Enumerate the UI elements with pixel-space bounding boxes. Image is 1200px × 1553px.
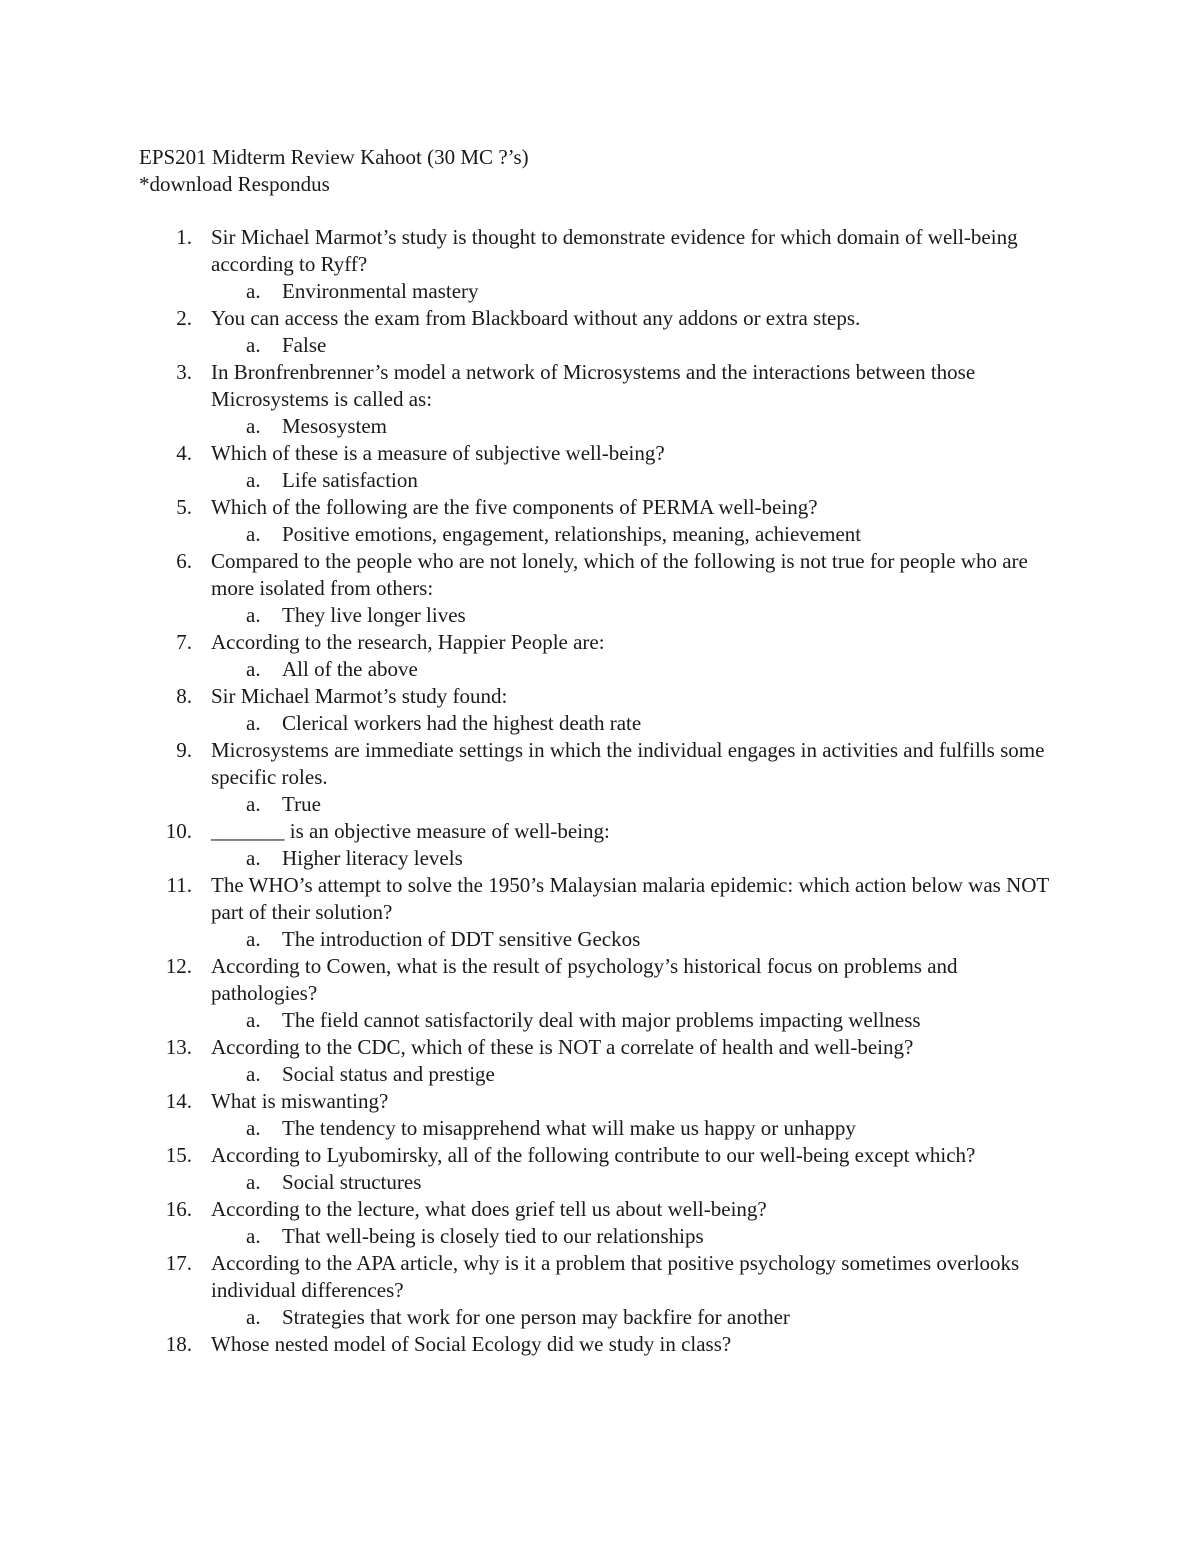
answer-text: The introduction of DDT sensitive Geckos (282, 927, 641, 951)
question-text: Sir Michael Marmot’s study found: (211, 684, 508, 708)
question-item (0, 953, 1200, 1034)
answer-label: a. (246, 1224, 261, 1248)
question-row (0, 737, 1200, 791)
question-number: 10. (165, 819, 192, 843)
question-item (0, 1196, 1200, 1250)
answer-label: a. (246, 414, 261, 438)
question-item (0, 737, 1200, 818)
question-row (0, 683, 1200, 710)
document-title: EPS201 Midterm Review Kahoot (30 MC ?’s) (139, 145, 529, 169)
answer-row (0, 845, 1200, 872)
question-item (0, 494, 1200, 548)
question-text: You can access the exam from Blackboard without any addons or extra steps. (211, 306, 861, 330)
answer-text: Social status and prestige (282, 1062, 495, 1086)
answer-row (0, 1115, 1200, 1142)
question-item (0, 818, 1200, 872)
question-item (0, 872, 1200, 953)
question-row (0, 548, 1200, 602)
answer-label: a. (246, 468, 261, 492)
answer-label: a. (246, 1116, 261, 1140)
answer-text: That well-being is closely tied to our relationships (282, 1224, 704, 1248)
question-text: According to the APA article, why is it a problem that positive psychology sometimes overlooks individual differences? (211, 1251, 1020, 1302)
question-item (0, 305, 1200, 359)
question-text: According to the lecture, what does grief tell us about well-being? (211, 1197, 767, 1221)
answer-text: Positive emotions, engagement, relationships, meaning, achievement (282, 522, 862, 546)
question-text: According to Cowen, what is the result of psychology’s historical focus on problems and pathologies? (211, 954, 958, 1005)
question-number: 5. (176, 495, 192, 519)
answer-row (0, 1061, 1200, 1088)
question-item (0, 359, 1200, 440)
question-text: Sir Michael Marmot’s study is thought to demonstrate evidence for which domain of well-being according to Ryff? (211, 225, 1018, 276)
question-text: What is miswanting? (211, 1089, 389, 1113)
question-row (0, 1250, 1200, 1304)
question-text: According to Lyubomirsky, all of the following contribute to our well-being except which? (211, 1143, 976, 1167)
question-number: 4. (176, 441, 192, 465)
question-item (0, 224, 1200, 305)
question-item (0, 1331, 1200, 1358)
answer-row (0, 467, 1200, 494)
answer-text: Clerical workers had the highest death rate (282, 711, 642, 735)
answer-row (0, 278, 1200, 305)
answer-text: True (282, 792, 321, 816)
question-number: 17. (165, 1251, 192, 1275)
document-note: *download Respondus (139, 172, 330, 196)
question-row (0, 440, 1200, 467)
question-text: Whose nested model of Social Ecology did we study in class? (211, 1332, 732, 1356)
question-row (0, 224, 1200, 278)
question-text: According to the CDC, which of these is NOT a correlate of health and well-being? (211, 1035, 914, 1059)
answer-label: a. (246, 1008, 261, 1032)
answer-label: a. (246, 927, 261, 951)
answer-text: Environmental mastery (282, 279, 479, 303)
answer-label: a. (246, 1305, 261, 1329)
question-row (0, 953, 1200, 1007)
answer-row (0, 791, 1200, 818)
question-number: 12. (165, 954, 192, 978)
answer-row (0, 1223, 1200, 1250)
question-text: Which of these is a measure of subjective well-being? (211, 441, 665, 465)
question-number: 8. (176, 684, 192, 708)
question-item (0, 683, 1200, 737)
question-row (0, 1088, 1200, 1115)
answer-label: a. (246, 603, 261, 627)
question-number: 3. (176, 360, 192, 384)
question-row (0, 818, 1200, 845)
question-row (0, 629, 1200, 656)
question-item (0, 440, 1200, 494)
answer-text: Mesosystem (282, 414, 387, 438)
question-text: Microsystems are immediate settings in which the individual engages in activities and fulfills some specific roles. (211, 738, 1045, 789)
answer-text: The field cannot satisfactorily deal with major problems impacting wellness (282, 1008, 921, 1032)
question-row (0, 1034, 1200, 1061)
answer-label: a. (246, 792, 261, 816)
question-text: Compared to the people who are not lonely, which of the following is not true for people who are more isolated from others: (211, 549, 1028, 600)
answer-label: a. (246, 711, 261, 735)
answer-text: Strategies that work for one person may backfire for another (282, 1305, 790, 1329)
document-header (139, 144, 529, 198)
question-item (0, 1250, 1200, 1331)
question-number: 1. (176, 225, 192, 249)
question-text: _______ is an objective measure of well-being: (211, 819, 610, 843)
question-number: 7. (176, 630, 192, 654)
answer-label: a. (246, 1062, 261, 1086)
answer-label: a. (246, 1170, 261, 1194)
question-list (0, 224, 1200, 1358)
answer-row (0, 602, 1200, 629)
question-row (0, 305, 1200, 332)
answer-text: They live longer lives (282, 603, 466, 627)
question-item (0, 1142, 1200, 1196)
answer-label: a. (246, 657, 261, 681)
question-number: 11. (166, 873, 192, 897)
question-number: 9. (176, 738, 192, 762)
question-row (0, 1196, 1200, 1223)
question-text: The WHO’s attempt to solve the 1950’s Malaysian malaria epidemic: which action below was NOT part of their solution? (211, 873, 1049, 924)
question-row (0, 494, 1200, 521)
question-row (0, 872, 1200, 926)
answer-label: a. (246, 333, 261, 357)
answer-row (0, 1007, 1200, 1034)
question-number: 6. (176, 549, 192, 573)
answer-row (0, 926, 1200, 953)
question-row (0, 1331, 1200, 1358)
answer-row (0, 332, 1200, 359)
question-text: In Bronfrenbrenner’s model a network of Microsystems and the interactions between those Microsystems is called as: (211, 360, 976, 411)
question-text: According to the research, Happier People are: (211, 630, 605, 654)
answer-label: a. (246, 522, 261, 546)
question-text: Which of the following are the five components of PERMA well-being? (211, 495, 818, 519)
question-number: 15. (165, 1143, 192, 1167)
answer-row (0, 413, 1200, 440)
answer-label: a. (246, 279, 261, 303)
question-number: 16. (165, 1197, 192, 1221)
question-number: 2. (176, 306, 192, 330)
question-number: 13. (165, 1035, 192, 1059)
question-row (0, 1142, 1200, 1169)
answer-text: The tendency to misapprehend what will make us happy or unhappy (282, 1116, 856, 1140)
answer-text: Higher literacy levels (282, 846, 463, 870)
answer-text: False (282, 333, 327, 357)
answer-label: a. (246, 846, 261, 870)
answer-text: Social structures (282, 1170, 422, 1194)
question-item (0, 1034, 1200, 1088)
question-number: 18. (165, 1332, 192, 1356)
answer-row (0, 521, 1200, 548)
answer-row (0, 1304, 1200, 1331)
answer-row (0, 710, 1200, 737)
question-item (0, 629, 1200, 683)
question-row (0, 359, 1200, 413)
answer-text: All of the above (282, 657, 418, 681)
answer-row (0, 656, 1200, 683)
answer-row (0, 1169, 1200, 1196)
question-item (0, 548, 1200, 629)
question-item (0, 1088, 1200, 1142)
answer-text: Life satisfaction (282, 468, 418, 492)
question-number: 14. (165, 1089, 192, 1113)
